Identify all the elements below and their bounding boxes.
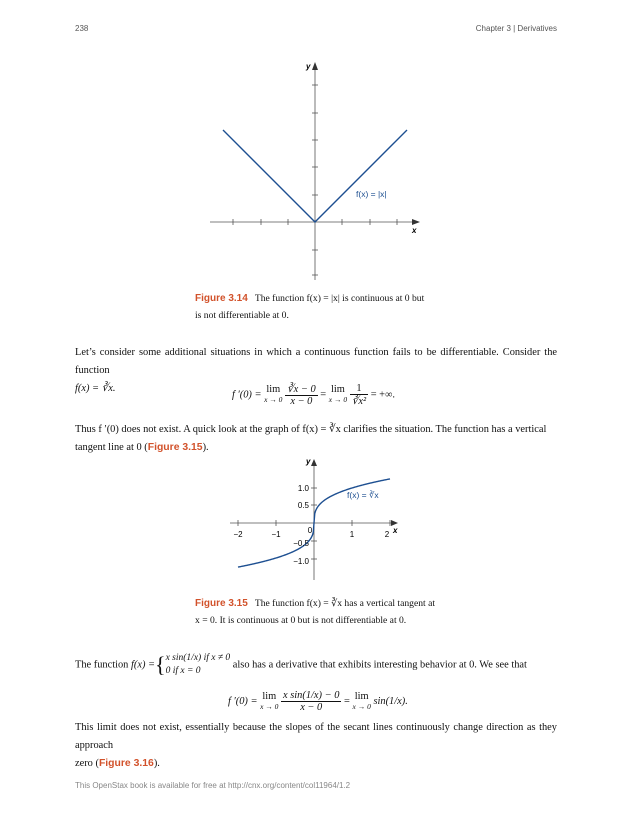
fig15-x-tick-0: 0 <box>307 526 313 535</box>
piecewise-brace: { <box>155 652 166 677</box>
eq1-equals: = <box>320 389 327 401</box>
fig14-axes <box>210 65 417 280</box>
fig15-x-label: x <box>393 526 398 535</box>
fig15-x-tick-1: 1 <box>349 530 355 539</box>
paragraph-2-line2-before: tangent line at 0 ( <box>75 442 148 453</box>
paragraph-2-line1: Thus f ′(0) does not exist. A quick look at the graph of f(x) = ∛x clarifies the situation. The function has a vertical <box>75 424 547 435</box>
paragraph-2 <box>75 421 557 457</box>
eq2-rhs: sin(1/x). <box>373 695 408 707</box>
piecewise-case-2: 0 if x = 0 <box>165 666 201 676</box>
paragraph-3-after: also has a derivative that exhibits interesting behavior at 0. We see that <box>232 659 527 671</box>
page-number: 238 <box>75 24 89 33</box>
eq1-fraction-2: $\frac{1}{\text{∛x²}}$ <box>351 383 367 407</box>
fig14-caption-label: Figure 3.14 <box>195 293 248 304</box>
fig15-x-tick-neg2: −2 <box>233 530 243 539</box>
fig15-caption-label: Figure 3.15 <box>195 598 248 609</box>
fig15-y-tick-1: 1.0 <box>297 484 309 493</box>
eq2-limit-2: lim x → 0 <box>352 690 371 711</box>
paragraph-1-func: f(x) = ∛x. <box>75 383 116 394</box>
paragraph-3 <box>75 652 565 678</box>
fig15-caption-line1: The function f(x) = ∛x has a vertical tangent at <box>254 598 435 609</box>
fig14-caption-line1: The function f(x) = |x| is continuous at 0 but <box>254 293 425 304</box>
paragraph-1-text: Let’s consider some additional situations in which a continuous function fails to be differentiable. Consider the function <box>75 347 557 376</box>
figure-3-15-graph <box>225 455 410 585</box>
paragraph-4 <box>75 719 557 773</box>
figure-3-14-caption <box>195 290 495 324</box>
eq2-limit: lim x → 0 <box>260 690 279 711</box>
equation-1 <box>232 383 395 407</box>
fig14-caption-line2: is not differentiable at 0. <box>195 310 289 321</box>
figure-3-14-graph <box>205 60 430 285</box>
eq1-limit-2: lim x → 0 <box>328 384 348 404</box>
eq1-limit: lim x → 0 <box>264 384 283 404</box>
fig14-curve-label: f(x) = |x| <box>356 189 387 199</box>
footer-note: This OpenStax book is available for free at http://cnx.org/content/col11964/1.2 <box>75 781 351 790</box>
eq1-lhs: f ′(0) = <box>232 389 262 401</box>
fig15-y-label: y <box>306 457 311 466</box>
fig14-y-arrow <box>312 62 318 70</box>
fig15-y-tick-05: 0.5 <box>297 501 309 510</box>
eq2-fraction: $\frac{\text{x sin(1/x) − 0}}{x - 0}$ <box>283 690 340 713</box>
eq2-equals: = <box>344 695 350 707</box>
paragraph-3-before: The function <box>75 659 129 671</box>
eq2-lhs: f ′(0) = <box>228 695 258 707</box>
fig15-y-tick-neg1: −1.0 <box>293 557 309 566</box>
fig15-x-tick-neg1: −1 <box>271 530 281 539</box>
fig15-caption-line2: x = 0. It is continuous at 0 but is not differentiable at 0. <box>195 615 407 626</box>
piecewise-cases <box>166 652 231 678</box>
chapter-title: Chapter 3 | Derivatives <box>475 24 557 33</box>
fig15-curve-label: f(x) = ∛x <box>347 490 379 500</box>
paragraph-4-line2-after: ). <box>153 758 160 769</box>
figure-3-15-link[interactable]: Figure 3.15 <box>147 442 203 453</box>
eq1-rhs: = +∞. <box>370 389 396 401</box>
paragraph-3-func-lhs: f(x) = <box>131 659 156 671</box>
figure-3-16-link[interactable]: Figure 3.16 <box>98 758 154 769</box>
figure-3-15-caption <box>195 595 515 629</box>
fig15-y-arrow <box>311 459 317 466</box>
fig14-x-arrow <box>412 219 420 225</box>
fig15-axes <box>230 463 395 580</box>
paragraph-2-line2-after: ). <box>202 442 209 453</box>
eq1-fraction-1: $\frac{∛x - 0}{x - 0}$ <box>287 384 316 407</box>
fig15-y-tick-neg05: −0.5 <box>293 539 309 548</box>
fig14-x-label: x <box>412 226 417 235</box>
fig15-x-tick-2: 2 <box>384 530 390 539</box>
fig14-y-label: y <box>306 62 311 71</box>
piecewise-case-1: x sin(1/x) if x ≠ 0 <box>165 653 231 663</box>
paragraph-4-line1: This limit does not exist, essentially because the slopes of the secant lines continuously change direction as they approach <box>75 722 557 751</box>
equation-2 <box>228 690 408 713</box>
paragraph-4-line2-before: zero ( <box>75 758 99 769</box>
